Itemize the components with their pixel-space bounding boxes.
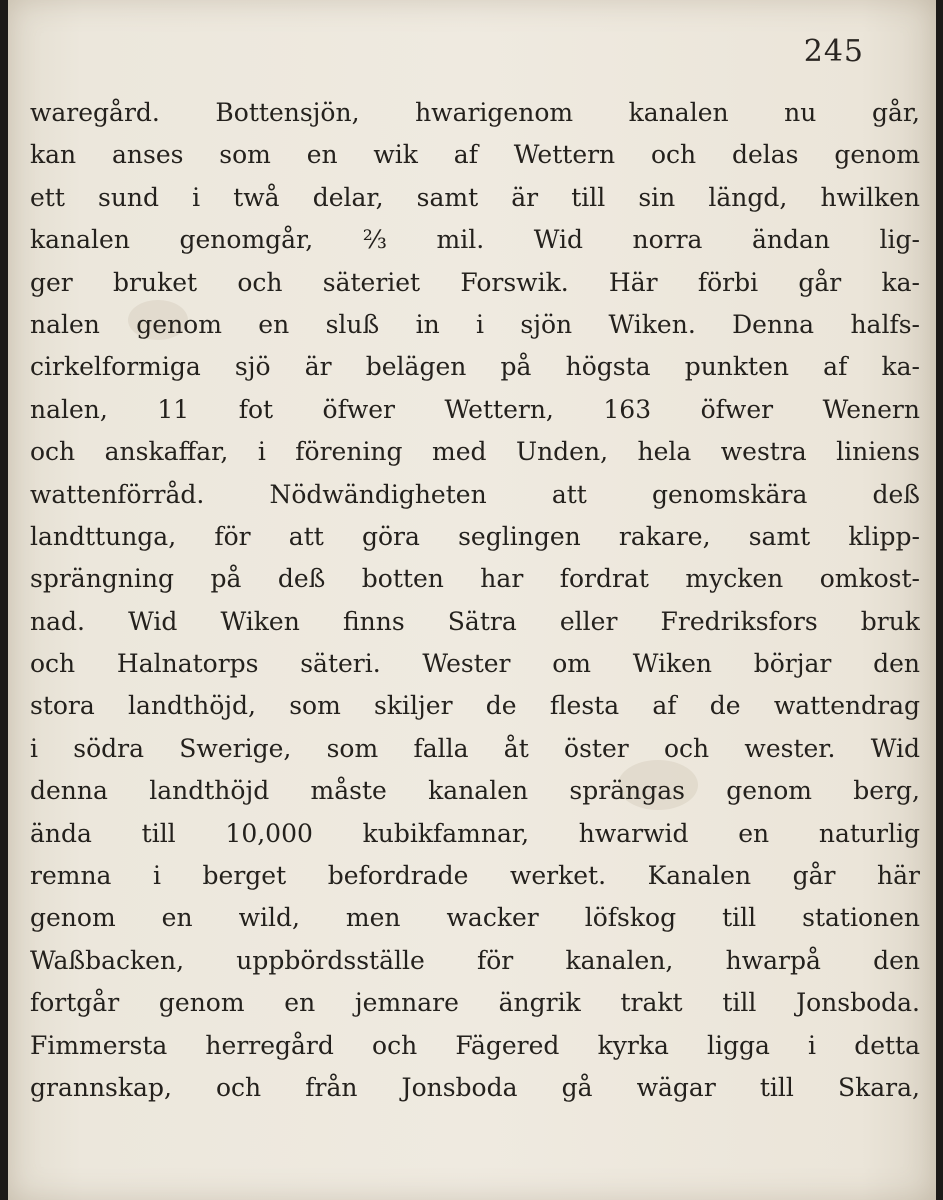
text-line: kanalen genomgår, ⅔ mil. Wid norra ändan lig- xyxy=(30,225,920,255)
text-line: wattenförråd. Nödwändigheten att genomskära deß xyxy=(30,479,920,509)
text-line: waregård. Bottensjön, hwarigenom kanalen nu går, xyxy=(30,98,920,127)
text-line: denna landthöjd måste kanalen sprängas genom berg, xyxy=(30,776,920,806)
text-line: kan anses som en wik af Wettern och delas genom xyxy=(30,140,920,170)
text-line: och anskaffar, i förening med Unden, hela westra liniens xyxy=(30,437,920,467)
text-line: ger bruket och säteriet Forswik. Här förbi går ka- xyxy=(30,267,920,297)
body-text xyxy=(30,92,920,1109)
text-line: fortgår genom en jemnare ängrik trakt till Jonsboda. xyxy=(30,988,920,1018)
text-line: stora landthöjd, som skiljer de flesta af de wattendrag xyxy=(30,691,920,721)
text-line: ända till 10,000 kubikfamnar, hwarwid en naturlig xyxy=(30,818,920,848)
text-line: Fimmersta herregård och Fägered kyrka ligga i detta xyxy=(30,1030,920,1060)
text-line: sprängning på deß botten har fordrat mycken omkost- xyxy=(30,564,920,594)
text-line: nalen genom en sluß in i sjön Wiken. Denna halfs- xyxy=(30,309,920,339)
text-line: remna i berget befordrade werket. Kanalen går här xyxy=(30,861,920,891)
book-page xyxy=(8,0,936,1200)
text-line: landttunga, för att göra seglingen rakare, samt klipp- xyxy=(30,521,920,551)
text-line: ett sund i twå delar, samt är till sin längd, hwilken xyxy=(30,182,920,212)
text-line: i södra Swerige, som falla åt öster och wester. Wid xyxy=(30,733,920,763)
text-line: cirkelformiga sjö är belägen på högsta punkten af ka- xyxy=(30,352,920,382)
text-line: genom en wild, men wacker löfskog till stationen xyxy=(30,903,920,933)
text-line: nad. Wid Wiken finns Sätra eller Fredriksfors bruk xyxy=(30,606,920,636)
text-line: Waßbacken, uppbördsställe för kanalen, hwarpå den xyxy=(30,945,920,975)
text-line: grannskap, och från Jonsboda gå wägar till Skara, xyxy=(30,1072,920,1102)
text-line: och Halnatorps säteri. Wester om Wiken börjar den xyxy=(30,649,920,679)
page-number: 245 xyxy=(803,34,864,69)
text-line: nalen, 11 fot öfwer Wettern, 163 öfwer Wenern xyxy=(30,394,920,424)
